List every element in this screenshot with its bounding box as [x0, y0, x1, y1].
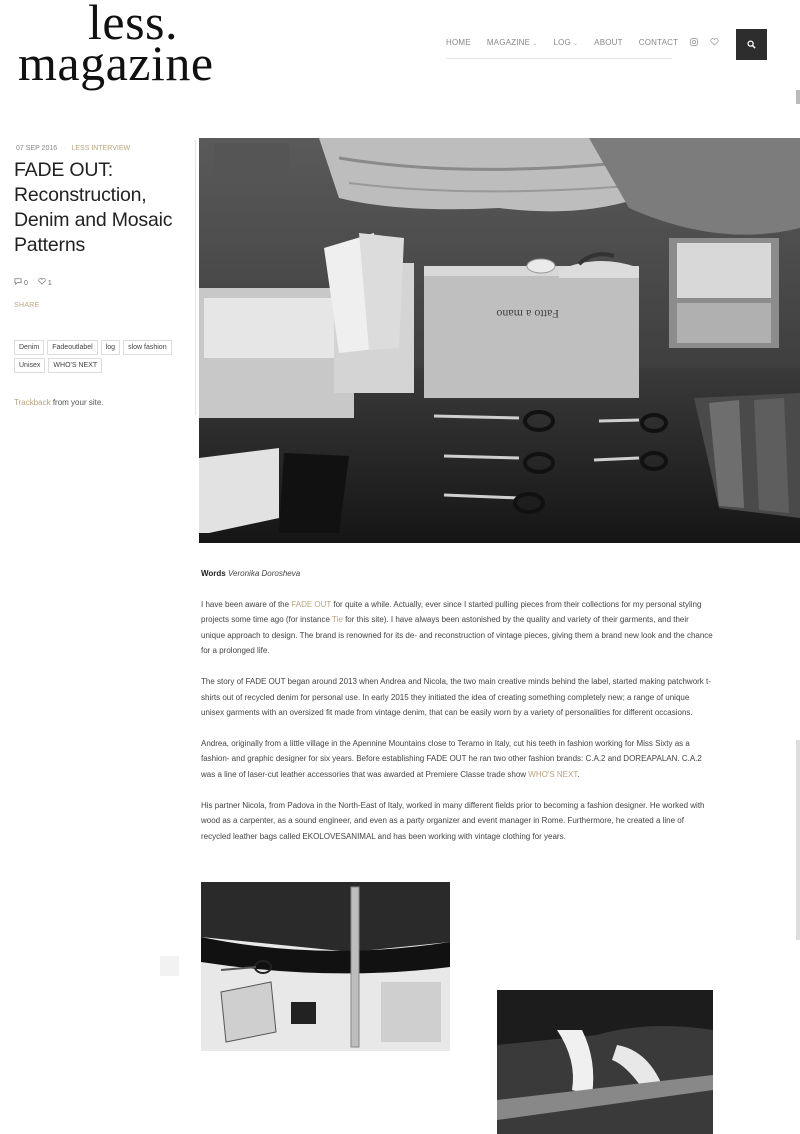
- nav-item-log[interactable]: [553, 38, 578, 58]
- edge-artifact: [796, 740, 800, 940]
- post-counts: [14, 278, 52, 287]
- trackback-text: from your site.: [50, 398, 104, 407]
- nav-item-label: LOG: [553, 38, 571, 47]
- comments-count-value: 0: [23, 280, 28, 287]
- main-nav: [446, 38, 679, 59]
- post-title: FADE OUT: Reconstruction, Denim and Mosaic Patterns: [14, 159, 173, 256]
- paragraph-3: [201, 736, 713, 783]
- tag-log[interactable]: log: [101, 340, 120, 355]
- comment-icon: [14, 278, 22, 285]
- paragraph-4: His partner Nicola, from Padova in the North-East of Italy, worked in many different fields prior to becoming a fashion designer. He worked with wood as a carpenter, as a sound engineer, and even as a party organizer and event manager in Rome. Furthermore, he created a line of recycled leather bags called EKOLOVESANIMAL and has been working with vintage clothing for years.: [201, 800, 705, 841]
- likes-count-value: 1: [47, 280, 52, 287]
- nav-item-magazine[interactable]: [487, 38, 538, 58]
- tag-slow-fashion[interactable]: slow fashion: [123, 340, 172, 355]
- image-fragment: [160, 956, 179, 976]
- tag-denim[interactable]: Denim: [14, 340, 44, 355]
- paragraph-text: for quite a while. Actually, ever since I started pulling pieces from their collections for my personal styling projects some time ago (for instance: [201, 599, 702, 625]
- nav-item-home[interactable]: [446, 38, 471, 58]
- edge-artifact: [796, 90, 800, 104]
- paragraph-text: I have been aware of the: [201, 599, 292, 609]
- byline-label: Words: [201, 569, 226, 578]
- social-icons: [690, 38, 719, 48]
- nav-item-label: MAGAZINE: [486, 38, 531, 47]
- article-image-hands: [497, 990, 713, 1134]
- byline-author: Veronika Dorosheva: [227, 569, 301, 578]
- tag-list: [14, 340, 194, 373]
- whos-next-link[interactable]: WHO'S NEXT: [528, 769, 578, 779]
- heart-icon[interactable]: [710, 38, 719, 48]
- article-body: [201, 566, 713, 859]
- search-icon: [747, 40, 756, 49]
- byline: [201, 566, 713, 582]
- post-category[interactable]: LESS INTERVIEW: [71, 145, 131, 152]
- nav-item-label: ABOUT: [594, 38, 623, 47]
- post-date: 07 SEP 2016: [16, 145, 58, 152]
- tag-unisex[interactable]: Unisex: [14, 358, 45, 373]
- share-link[interactable]: SHARE: [14, 302, 40, 309]
- nav-item-about[interactable]: [594, 38, 623, 58]
- paragraph-text: for this site). I have always been astonished by the quality and variety of their garments, and their unique approach to design. The brand is renowned for its de- and reconstruction of vintage pieces, giving them a brand new look and the chance for a prolonged life.: [201, 615, 713, 656]
- post-meta: 07 SEP 2016 · LESS INTERVIEW: [16, 145, 131, 152]
- logo-line-1: less.: [88, 0, 178, 50]
- paragraph-1: [201, 597, 713, 659]
- nav-item-label: HOME: [446, 38, 471, 47]
- article-image-tools: [201, 882, 450, 1051]
- svg-text:Fatto a mano: Fatto a mano: [496, 307, 559, 321]
- logo-line-2: magazine: [18, 35, 214, 91]
- chevron-down-icon: ⌄: [572, 41, 579, 47]
- chevron-down-icon: ⌄: [532, 41, 538, 47]
- tag-whos-next[interactable]: WHO'S NEXT: [48, 358, 102, 373]
- heart-icon: [38, 278, 46, 285]
- hero-image: [199, 138, 800, 543]
- tag-fadeoutlabel[interactable]: Fadeoutlabel: [47, 340, 97, 355]
- nav-item-contact[interactable]: [639, 38, 678, 58]
- tie-link[interactable]: Tie: [332, 615, 343, 625]
- fade-out-link[interactable]: FADE OUT: [291, 599, 332, 609]
- paragraph-text: .: [577, 769, 580, 779]
- instagram-icon[interactable]: [690, 38, 698, 48]
- paragraph-2: The story of FADE OUT began around 2013 when Andrea and Nicola, the two main creative minds behind the label, started making patchwork t-shirts out of recycled denim for personal use. In early 2015 they initiated the idea of creating something completely new; a range of unique unisex garments with an oversized fit made from vintage denim, that can be easily worn by a variety of personalities for different occasions.: [201, 676, 711, 718]
- paragraph-text: Andrea, originally from a little village in the Apennine Mountains close to Teramo in Italy, cut his teeth in fashion working for Miss Sixty as a fashion- and graphic designer for six years. Before establishing FADE OUT he ran two other fashion brands: C.A.2 and DOREAPALAN. C.A.2 was a line of laser-cut leather accessories that was awarded at Premiere Classe trade show: [201, 738, 702, 779]
- site-logo[interactable]: [18, 0, 214, 91]
- nav-item-label: CONTACT: [638, 38, 679, 47]
- trackback-link[interactable]: Trackback: [14, 398, 51, 407]
- trackback-line: [14, 398, 104, 407]
- likes-count[interactable]: [38, 278, 52, 287]
- search-button[interactable]: [736, 29, 767, 60]
- comments-count[interactable]: [14, 278, 28, 287]
